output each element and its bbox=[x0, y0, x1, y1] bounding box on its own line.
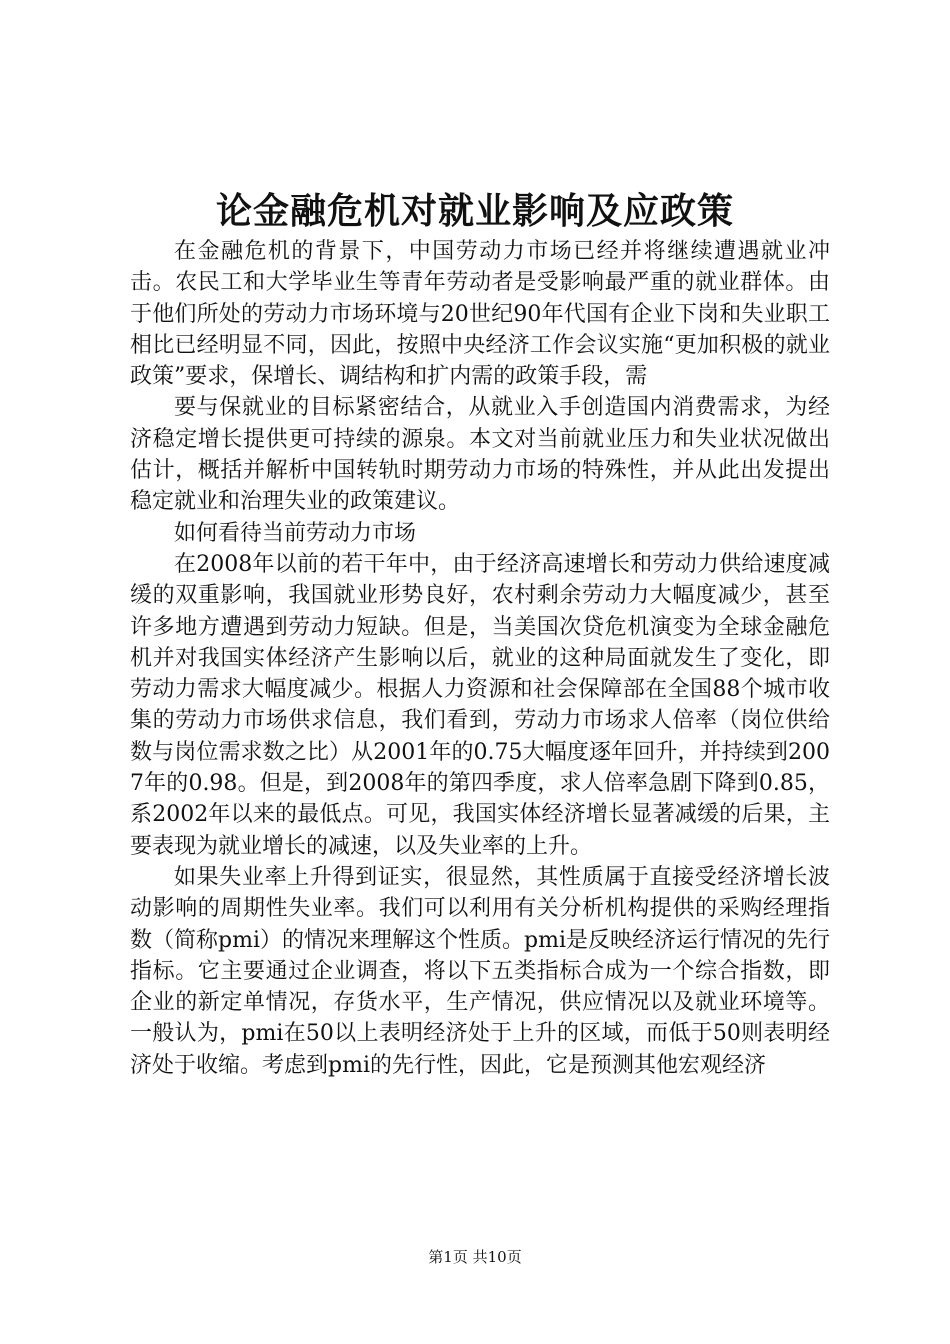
paragraph-unemployment: 如果失业率上升得到证实，很显然，其性质属于直接受经济增长波动影响的周期性失业率。我们可以利用有关分析机构提供的采购经理指数（简称pmi）的情况来理解这个性质。pmi是反映经济运行情况的先行指标。它主要通过企业调查，将以下五类指标合成为一个综合指数，即企业的新定单情况，存货水平，生产情况，供应情况以及就业环境等。一般认为，pmi在50以上表明经济处于上升的区域，而低于50则表明经济处于收缩。考虑到pmi的先行性，因此，它是预测其他宏观经济 bbox=[130, 864, 830, 1078]
page-footer: 第1页 共10页 bbox=[428, 1248, 522, 1266]
paragraph-continuation: 要与保就业的目标紧密结合，从就业入手创造国内消费需求，为经济稳定增长提供更可持续的源泉。本文对当前就业压力和失业状况做出估计，概括并解析中国转轨时期劳动力市场的特殊性，并从此出发提出稳定就业和治理失业的政策建议。 bbox=[130, 395, 830, 515]
paragraph-labor-market: 在2008年以前的若干年中，由于经济高速增长和劳动力供给速度减缓的双重影响，我国就业形势良好，农村剩余劳动力大幅度减少，甚至许多地方遭遇到劳动力短缺。但是，当美国次贷危机演变为全球金融危机并对我国实体经济产生影响以后，就业的这种局面就发生了变化，即劳动力需求大幅度减少。根据人力资源和社会保障部在全国88个城市收集的劳动力市场供求信息，我们看到，劳动力市场求人倍率（岗位供给数与岗位需求数之比）从2001年的0.75大幅度逐年回升，并持续到2007年的0.98。但是，到2008年的第四季度，求人倍率急剧下降到0.85，系2002年以来的最低点。可见，我国实体经济增长显著减缓的后果，主要表现为就业增长的减速，以及失业率的上升。 bbox=[130, 551, 830, 859]
section-heading: 如何看待当前劳动力市场 bbox=[174, 520, 417, 546]
paragraph-intro: 在金融危机的背景下，中国劳动力市场已经并将继续遭遇就业冲击。农民工和大学毕业生等青年劳动者是受影响最严重的就业群体。由于他们所处的劳动力市场环境与20世纪90年代国有企业下岗和失业职工相比已经明显不同，因此，按照中央经济工作会议实施“更加积极的就业政策”要求，保增长、调结构和扩内需的政策手段，需 bbox=[130, 239, 830, 390]
document-body bbox=[130, 236, 830, 1081]
document-title: 论金融危机对就业影响及应政策 bbox=[215, 190, 734, 232]
